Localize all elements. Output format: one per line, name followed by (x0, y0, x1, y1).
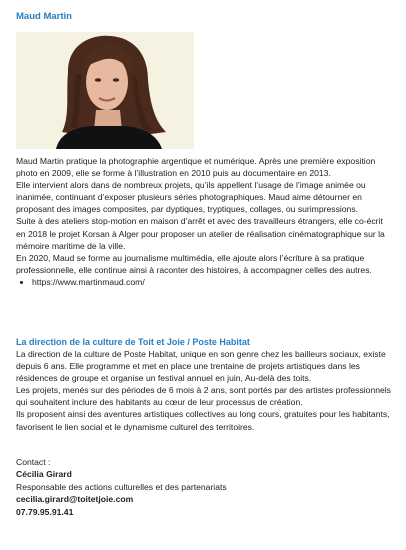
portrait-photo (16, 32, 194, 149)
bio-paragraph: En 2020, Maud se forme au journalisme multimédia, elle ajoute alors l’écriture à sa pratique professionnelle, elle continue ainsi à raconter des histoires, à accompagner celles des autres. (16, 252, 372, 275)
section-paragraph: Ils proposent ainsi des aventures artistiques collectives au long cours, gratuites pour les habitants, favorisent le lien social et le dynamisme culturel des territoires. (16, 409, 390, 432)
link-list (16, 276, 392, 288)
contact-name: Cécilia Girard (16, 469, 72, 480)
bio-paragraph: Suite à des ateliers stop-motion en maison d’arrêt et avec des travailleurs étrangers, elle co-écrit en 2018 le projet Korsan à Alger pour proposer un atelier de réalisation cinématographique sur la mémoire maritime de la ville. (16, 216, 385, 251)
contact-role: Responsable des actions culturelles et des partenariats (16, 481, 227, 492)
list-item (32, 276, 392, 288)
contact-email[interactable]: cecilia.girard@toitetjoie.com (16, 494, 134, 505)
section-text (16, 348, 392, 433)
website-link[interactable]: https://www.martinmaud.com/ (32, 276, 145, 287)
section-paragraph: La direction de la culture de Poste Habitat, unique en son genre chez les bailleurs sociaux, existe depuis 6 ans. Elle programme et met en place une trentaine de projets artistiques dans les résidences de groupe et organise un festival annuel en juin, Au-delà des toits. (16, 349, 386, 384)
bio-paragraph: Elle intervient alors dans de nombreux projets, qu’ils appellent l’usage de l’image animée ou inanimée, continuant d’exposer plusieurs séries photographiques. Maud aime détourner en proposant des images composites, par dyptiques, tryptiques, collages, ou surimpressions. (16, 180, 366, 215)
contact-block (16, 456, 392, 518)
section-paragraph: Les projets, menés sur des périodes de 6 mois à 2 ans, sont portés par des artistes professionnels qui souhaitent inclure des habitants au cœur de leur processus de création. (16, 385, 391, 408)
section-heading: La direction de la culture de Toit et Joie / Poste Habitat (16, 337, 250, 347)
person-name-heading: Maud Martin (16, 11, 72, 22)
bio-text (16, 155, 392, 288)
contact-phone: 07.79.95.91.41 (16, 506, 74, 517)
contact-label: Contact : (16, 457, 51, 467)
bio-paragraph: Maud Martin pratique la photographie argentique et numérique. Après une première exposition photo en 2009, elle se forme à l’illustration en 2010 puis au documentaire en 2013. (16, 156, 376, 179)
portrait-photo-icon (16, 32, 194, 149)
